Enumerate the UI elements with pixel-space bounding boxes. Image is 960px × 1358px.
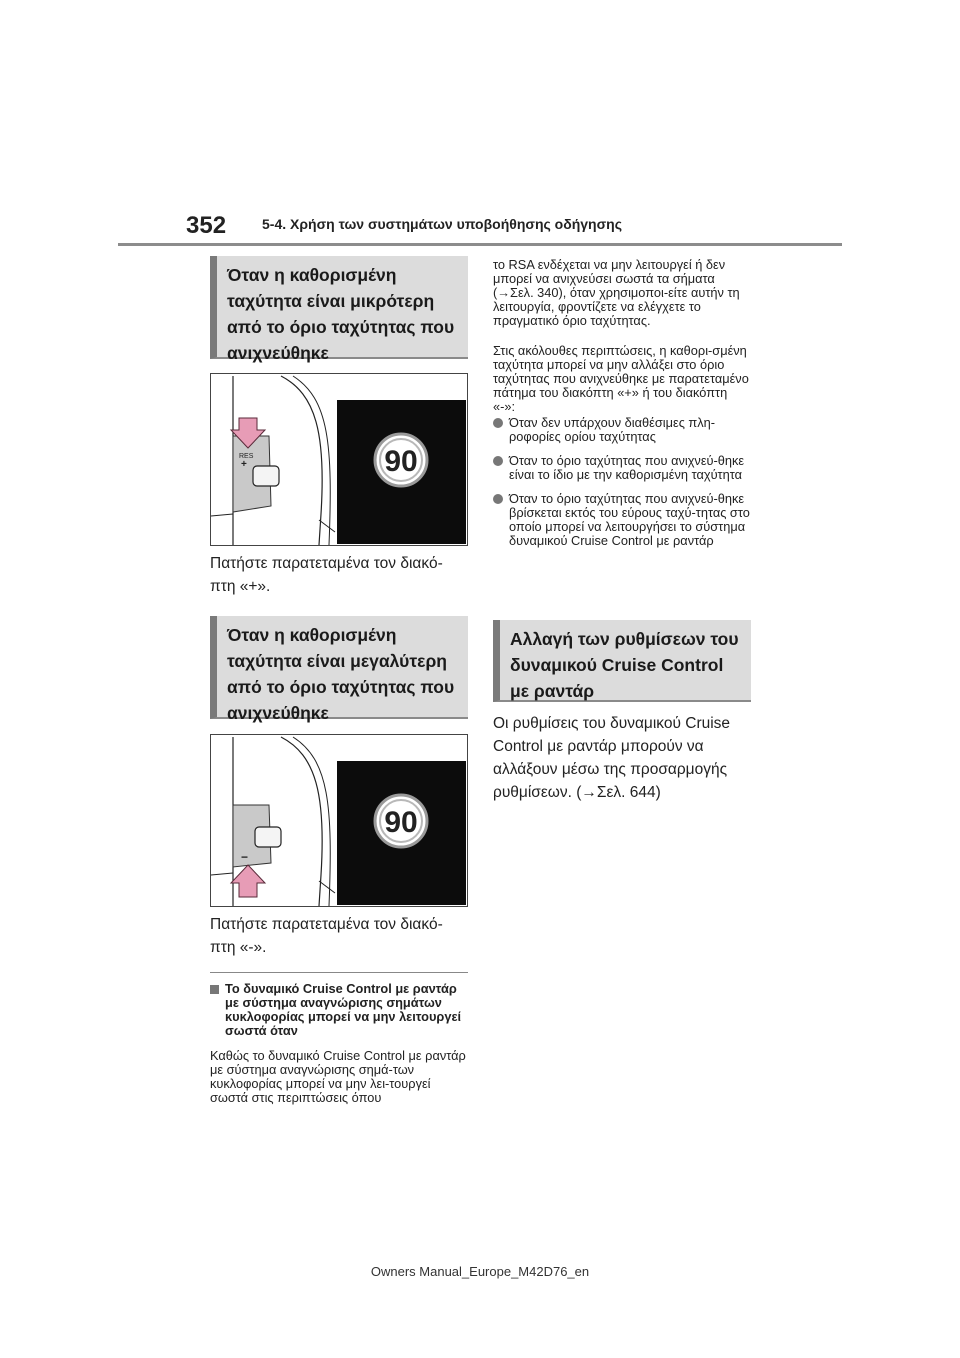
header-divider [118, 243, 842, 246]
bullet-icon [493, 456, 503, 466]
note-text: Καθώς το δυναμικό Cruise Control με ραντάρ με σύστημα αναγνώρισης σημά-των κυκλοφορίας μπορεί να μην λει-τουργεί σωστά στις περιπτώσεις όπου [210, 1048, 466, 1105]
note-divider [210, 972, 468, 973]
footer-text: Owners Manual_Europe_M42D76_en [370, 1264, 590, 1279]
plus-symbol: + [241, 459, 247, 470]
condition-list [493, 416, 751, 548]
section-title: 5-4. Χρήση των συστημάτων υποβοήθησης οδήγησης [262, 216, 623, 232]
illustration-minus-switch [210, 734, 468, 907]
steering-switch-plus-illustration [211, 374, 467, 545]
settings-text: Οι ρυθμίσεις του δυναμικού Cruise Control με ραντάρ μπορούν να αλλάξουν μέσω της προσαρμογής ρυθμίσεων. (→Σελ. 644) [493, 715, 731, 801]
instruction-minus: Πατήστε παρατεταμένα τον διακό-πτη «-». [210, 916, 443, 956]
list-item-text: Όταν το όριο ταχύτητας που ανιχνεύ-θηκε είναι το ίδιο με την καθορισμένη ταχύτητα [509, 453, 745, 482]
list-item [493, 454, 751, 482]
list-item [493, 492, 751, 548]
note-heading-block [210, 982, 468, 1038]
list-item [493, 416, 751, 444]
note-heading: Το δυναμικό Cruise Control με ραντάρ με σύστημα αναγνώρισης σημάτων κυκλοφορίας μπορεί να μην λειτουργεί σωστά όταν [225, 981, 462, 1038]
steering-switch-minus-illustration [211, 735, 467, 906]
heading-change-settings: Αλλαγή των ρυθμίσεων του δυναμικού Cruise Control με ραντάρ [493, 620, 751, 702]
page-number: 352 [186, 212, 227, 239]
list-item-text: Όταν δεν υπάρχουν διαθέσιμες πλη-ροφορίες ορίου ταχύτητας [509, 415, 716, 444]
speed-sign-value: 90 [384, 445, 418, 478]
res-button-label: RES [239, 453, 254, 460]
speed-sign-value: 90 [384, 806, 418, 839]
bullet-icon [493, 494, 503, 504]
list-item-text: Όταν το όριο ταχύτητας που ανιχνεύ-θηκε βρίσκεται εκτός του εύρους ταχύ-τητας στο οποίο μπορεί να λειτουργήσει το σύστημα δυναμικού Cruise Control με ραντάρ [509, 491, 750, 548]
right-paragraph-1: το RSA ενδέχεται να μην λειτουργεί ή δεν μπορεί να ανιχνεύσει σωστά τα σήματα (→Σελ. 340), όταν χρησιμοποι-είτε αυτήν τη λειτουργία, φροντίζετε να ελέγχετε το πραγματικό όριο ταχύτητας. [493, 257, 740, 328]
right-paragraph-2: Στις ακόλουθες περιπτώσεις, η καθορι-σμένη ταχύτητα μπορεί να μην αλλάξει στο όριο ταχύτητας που ανιχνεύθηκε με παρατεταμένο πάτημα του διακόπτη «+» ή του διακόπτη «-»: [493, 343, 749, 414]
illustration-plus-switch [210, 373, 468, 546]
note-square-icon [210, 985, 219, 994]
heading-lower-speed: Όταν η καθορισμένη ταχύτητα είναι μικρότερη από το όριο ταχύτητας που ανιχνεύθηκε [210, 256, 468, 359]
instruction-plus: Πατήστε παρατεταμένα τον διακό-πτη «+». [210, 555, 443, 595]
minus-symbol: − [241, 850, 249, 864]
heading-higher-speed: Όταν η καθορισμένη ταχύτητα είναι μεγαλύτερη από το όριο ταχύτητας που ανιχνεύθηκε [210, 616, 468, 719]
bullet-icon [493, 418, 503, 428]
